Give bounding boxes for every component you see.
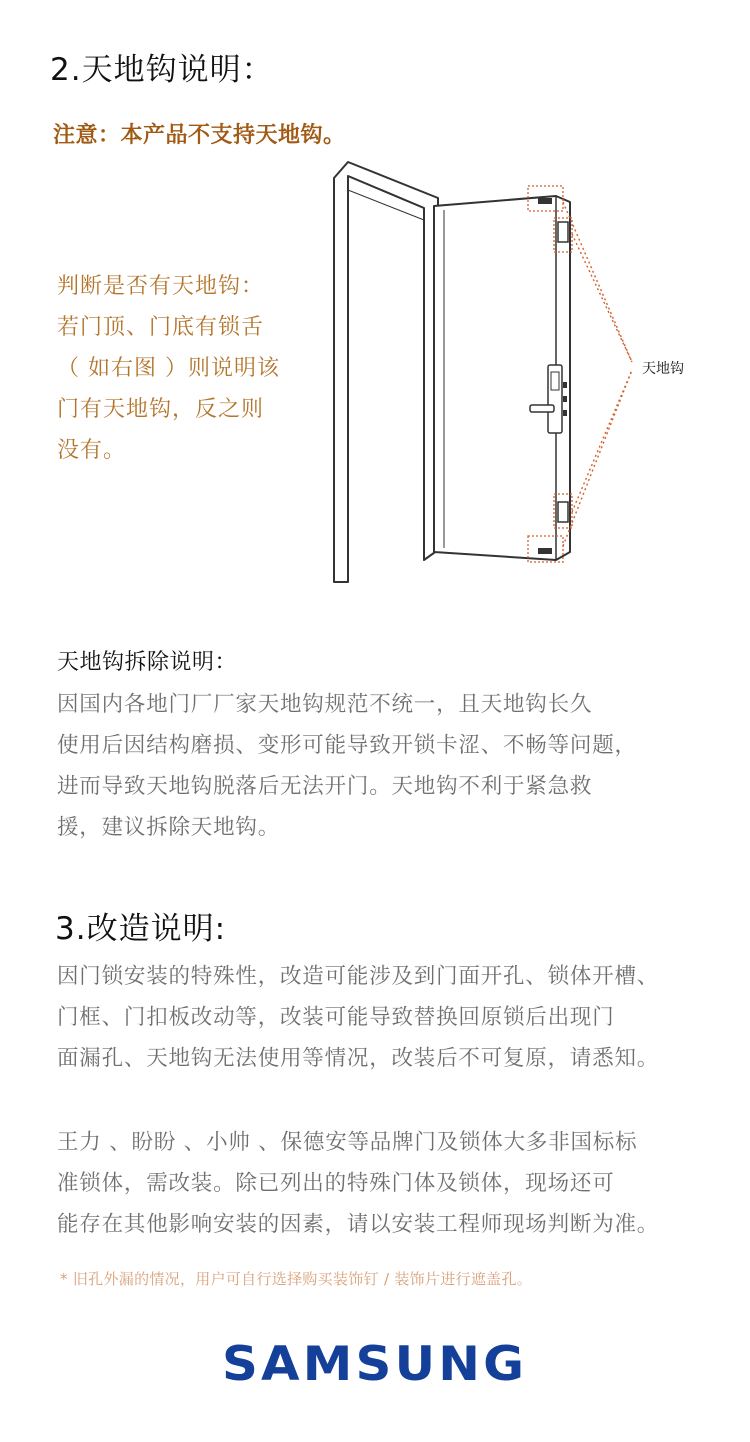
modification-line: 准锁体，需改装。除已列出的特殊门体及锁体，现场还可: [57, 1171, 615, 1196]
judge-line: 若门顶、门底有锁舌: [57, 315, 265, 340]
diagram-callout-label: 天地钩: [642, 361, 684, 377]
judge-line: 门有天地钩，反之则: [57, 397, 265, 422]
lower-side-bolt: [558, 502, 568, 522]
modification-line: 面漏孔、天地钩无法使用等情况，改装后不可复原，请悉知。: [57, 1046, 660, 1071]
section-2-title: 2.天地钩说明：: [50, 52, 274, 88]
modification-paragraph-2: [57, 1122, 659, 1245]
top-latch: [538, 198, 552, 204]
notice-text: 注意：本产品不支持天地钩。: [53, 123, 346, 148]
modification-line: 因门锁安装的特殊性，改造可能涉及到门面开孔、锁体开槽、: [57, 964, 660, 989]
removal-title: 天地钩拆除说明：: [57, 650, 238, 675]
judge-line: （ 如右图 ）则说明该: [57, 356, 280, 381]
modification-line: 能存在其他影响安装的因素，请以安装工程师现场判断为准。: [57, 1212, 660, 1237]
removal-line: 进而导致天地钩脱落后无法开门。天地钩不利于紧急救: [57, 774, 593, 799]
judge-line: 没有。: [57, 438, 127, 463]
removal-line: 使用后因结构磨损、变形可能导致开锁卡涩、不畅等问题，: [57, 733, 637, 758]
judge-line: 判断是否有天地钩：: [57, 274, 265, 299]
removal-line: 援，建议拆除天地钩。: [57, 815, 281, 840]
section-3-title: 3.改造说明:: [55, 911, 227, 947]
callout-leaders: [563, 202, 632, 546]
samsung-logo: SAMSUNG: [222, 1337, 528, 1392]
removal-paragraph: [57, 684, 637, 848]
modification-line: 王力 、盼盼 、小帅 、保德安等品牌门及锁体大多非国标标: [57, 1130, 638, 1155]
door-frame: [334, 162, 438, 582]
removal-line: 因国内各地门厂厂家天地钩规范不统一，且天地钩长久: [57, 692, 593, 717]
modification-line: 门框、门扣板改动等，改装可能导致替换回原锁后出现门: [57, 1005, 615, 1030]
footnote: * 旧孔外漏的情况，用户可自行选择购买装饰钉 / 装饰片进行遮盖孔。: [60, 1270, 533, 1288]
bottom-latch: [538, 548, 552, 554]
judge-paragraph: [57, 266, 280, 471]
modification-paragraph-1: [57, 956, 659, 1079]
upper-side-bolt: [558, 222, 568, 242]
